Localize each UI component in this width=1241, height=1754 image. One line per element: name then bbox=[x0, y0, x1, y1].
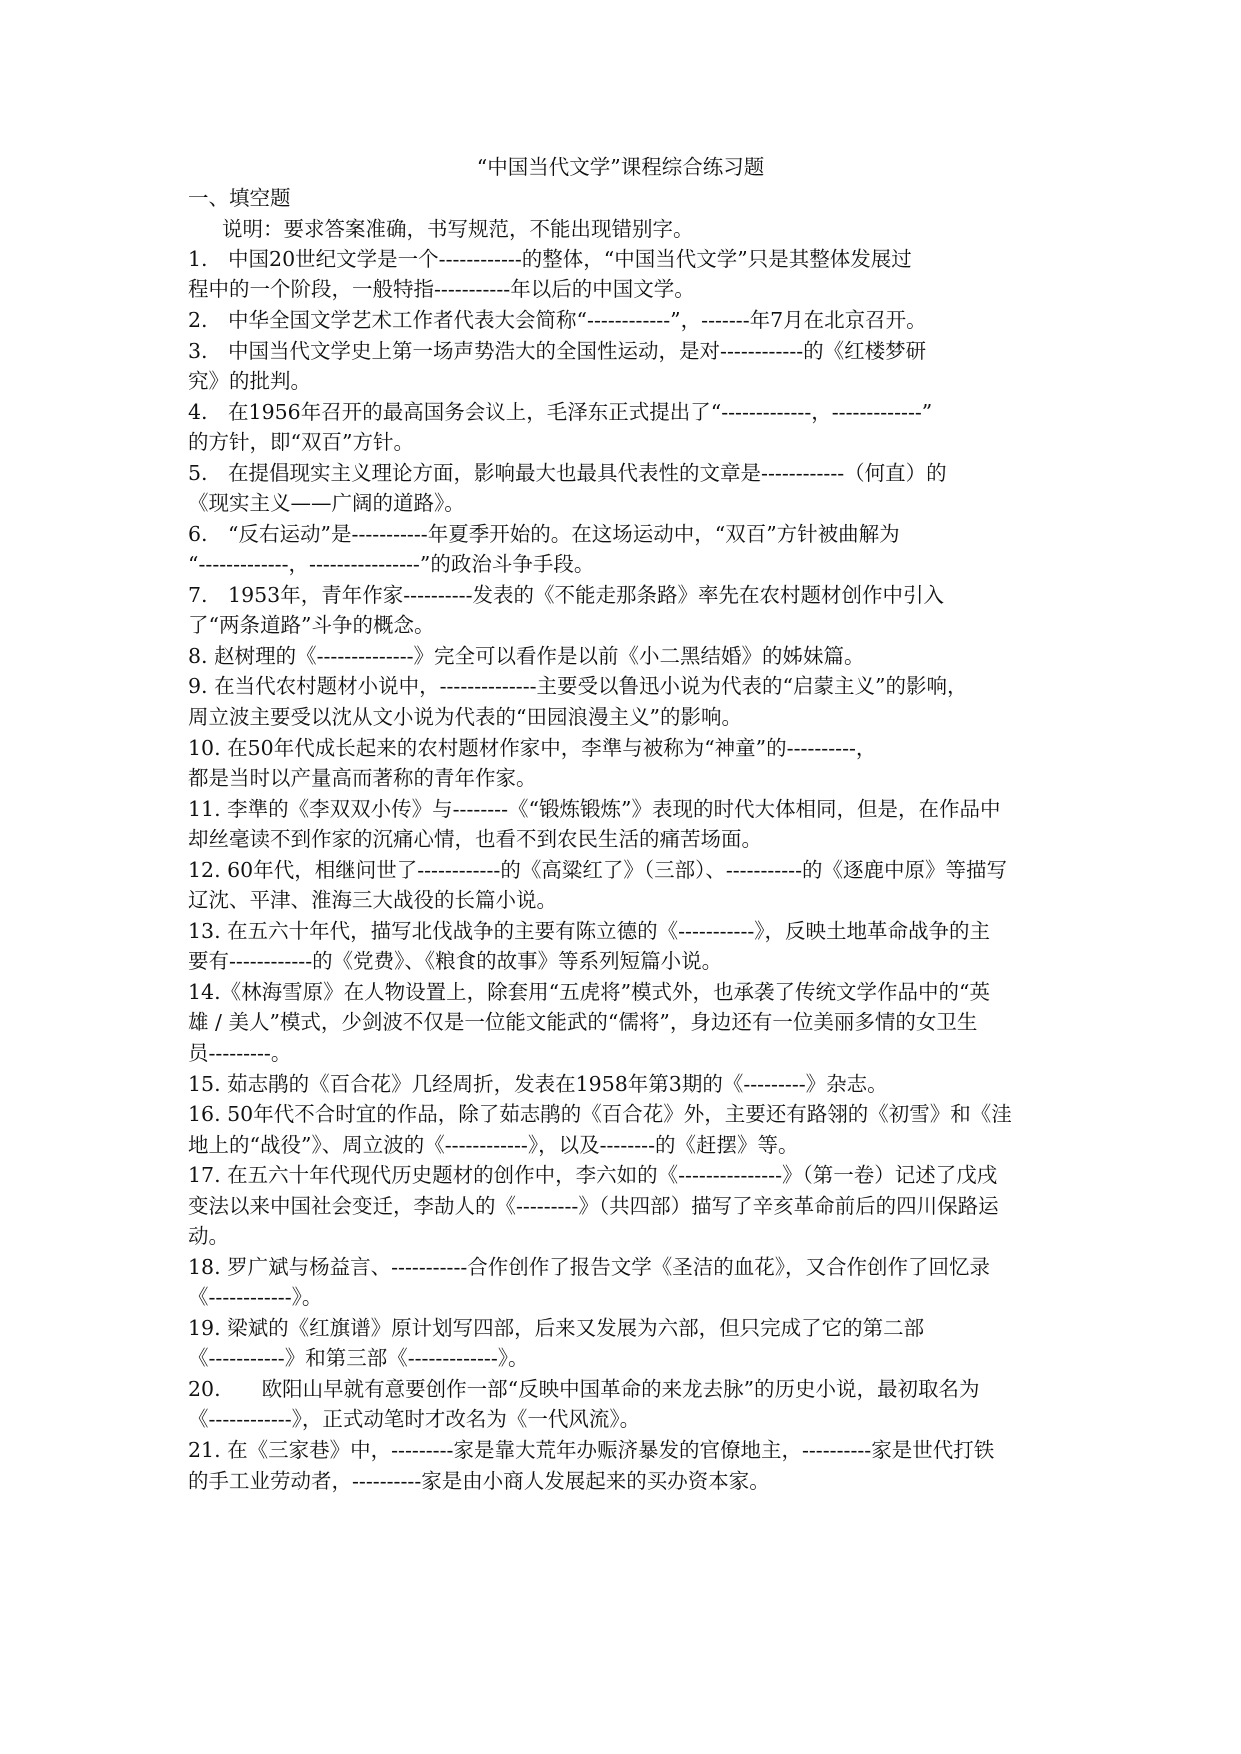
text-line: 1. 中国20世纪文学是一个------------的整体，“中国当代文学”只是其整体发展过 bbox=[188, 247, 912, 271]
text-line: 员---------。 bbox=[188, 1041, 292, 1065]
text-line: 《现实主义——广阔的道路》。 bbox=[188, 491, 465, 515]
text-line: 10. 在50年代成长起来的农村题材作家中，李準与被称为“神童”的----------， bbox=[188, 736, 877, 760]
text-line: 9. 在当代农村题材小说中，--------------主要受以鲁迅小说为代表的“启蒙主义”的影响， bbox=[188, 674, 968, 698]
text-line: 6. “反右运动”是-----------年夏季开始的。在这场运动中，“双百”方针被曲解为 bbox=[188, 522, 900, 546]
text-line: 5. 在提倡现实主义理论方面，影响最大也最具代表性的文章是------------（何直）的 bbox=[188, 461, 947, 485]
text-line: 11. 李準的《李双双小传》与--------《“锻炼锻炼”》表现的时代大体相同，但是，在作品中 bbox=[188, 797, 1001, 821]
text-line: 14.《林海雪原》在人物设置上，除套用“五虎将”模式外，也承袭了传统文学作品中的“英 bbox=[188, 980, 991, 1004]
text-line: 程中的一个阶段，一般特指-----------年以后的中国文学。 bbox=[188, 277, 695, 301]
text-line: 都是当时以产量高而著称的青年作家。 bbox=[188, 766, 537, 790]
text-line: 《------------》。 bbox=[188, 1285, 323, 1309]
section-heading: 一、填空题 bbox=[188, 186, 291, 210]
text-line: 4. 在1956年召开的最高国务会议上，毛泽东正式提出了“-------------，-------------” bbox=[188, 400, 933, 424]
text-line: 动。 bbox=[188, 1224, 229, 1248]
text-line: 的手工业劳动者，----------家是由小商人发展起来的买办资本家。 bbox=[188, 1469, 770, 1493]
text-line: 周立波主要受以沈从文小说为代表的“田园浪漫主义”的影响。 bbox=[188, 705, 742, 729]
text-line: 12. 60年代，相继问世了------------的《高粱红了》（三部）、-----------的《逐鹿中原》等描写 bbox=[188, 858, 1008, 882]
text-line: 了“两条道路”斗争的概念。 bbox=[188, 613, 435, 637]
text-line: 15. 茹志鹃的《百合花》几经周折，发表在1958年第3期的《---------》杂志。 bbox=[188, 1072, 888, 1096]
text-line: 3. 中国当代文学史上第一场声势浩大的全国性运动，是对------------的《红楼梦研 bbox=[188, 339, 927, 363]
text-line: 的方针，即“双百”方针。 bbox=[188, 430, 414, 454]
text-line: 8. 赵树理的《--------------》完全可以看作是以前《小二黑结婚》的姊妹篇。 bbox=[188, 644, 865, 668]
text-line: 19. 梁斌的《红旗谱》原计划写四部，后来又发展为六部，但只完成了它的第二部 bbox=[188, 1316, 925, 1340]
text-line: 雄 / 美人”模式，少剑波不仅是一位能文能武的“儒将”，身边还有一位美丽多情的女卫生 bbox=[188, 1010, 978, 1034]
text-line: 13. 在五六十年代，描写北伐战争的主要有陈立德的《-----------》，反映土地革命战争的主 bbox=[188, 919, 991, 943]
text-line: 21. 在《三家巷》中，---------家是靠大荒年办赈济暴发的官僚地主，----------家是世代打铁 bbox=[188, 1438, 995, 1462]
text-line: 18. 罗广斌与杨益言、-----------合作创作了报告文学《圣洁的血花》，又合作创作了回忆录 bbox=[188, 1255, 991, 1279]
text-line: 《-----------》和第三部《-------------》。 bbox=[188, 1346, 529, 1370]
text-line: 却丝毫读不到作家的沉痛心情，也看不到农民生活的痛苦场面。 bbox=[188, 827, 762, 851]
text-line: 7. 1953年，青年作家----------发表的《不能走那条路》率先在农村题材创作中引入 bbox=[188, 583, 944, 607]
instruction-text: 说明：要求答案准确，书写规范，不能出现错别字。 bbox=[222, 217, 694, 241]
text-line: 《------------》，正式动笔时才改名为《一代风流》。 bbox=[188, 1407, 641, 1431]
text-line: 16. 50年代不合时宜的作品，除了茹志鹃的《百合花》外，主要还有路翎的《初雪》和《洼 bbox=[188, 1102, 1012, 1126]
text-line: 变法以来中国社会变迁，李劼人的《---------》（共四部）描写了辛亥革命前后的四川保路运 bbox=[188, 1194, 999, 1218]
text-line: 地上的“战役”》、周立波的《------------》，以及--------的《赶摆》等。 bbox=[188, 1133, 799, 1157]
text-line: 17. 在五六十年代现代历史题材的创作中，李六如的《---------------》（第一卷）记述了戊戌 bbox=[188, 1163, 998, 1187]
document-title: “中国当代文学”课程综合练习题 bbox=[476, 155, 765, 179]
text-line: 辽沈、平津、淮海三大战役的长篇小说。 bbox=[188, 888, 557, 912]
text-line: “-------------，----------------”的政治斗争手段。 bbox=[188, 552, 595, 576]
text-line: 究》的批判。 bbox=[188, 369, 311, 393]
text-line: 2. 中华全国文学艺术工作者代表大会简称“------------”，-------年7月在北京召开。 bbox=[188, 308, 927, 332]
text-line: 20. 欧阳山早就有意要创作一部“反映中国革命的来龙去脉”的历史小说，最初取名为 bbox=[188, 1377, 980, 1401]
text-line: 要有------------的《党费》、《粮食的故事》等系列短篇小说。 bbox=[188, 949, 723, 973]
